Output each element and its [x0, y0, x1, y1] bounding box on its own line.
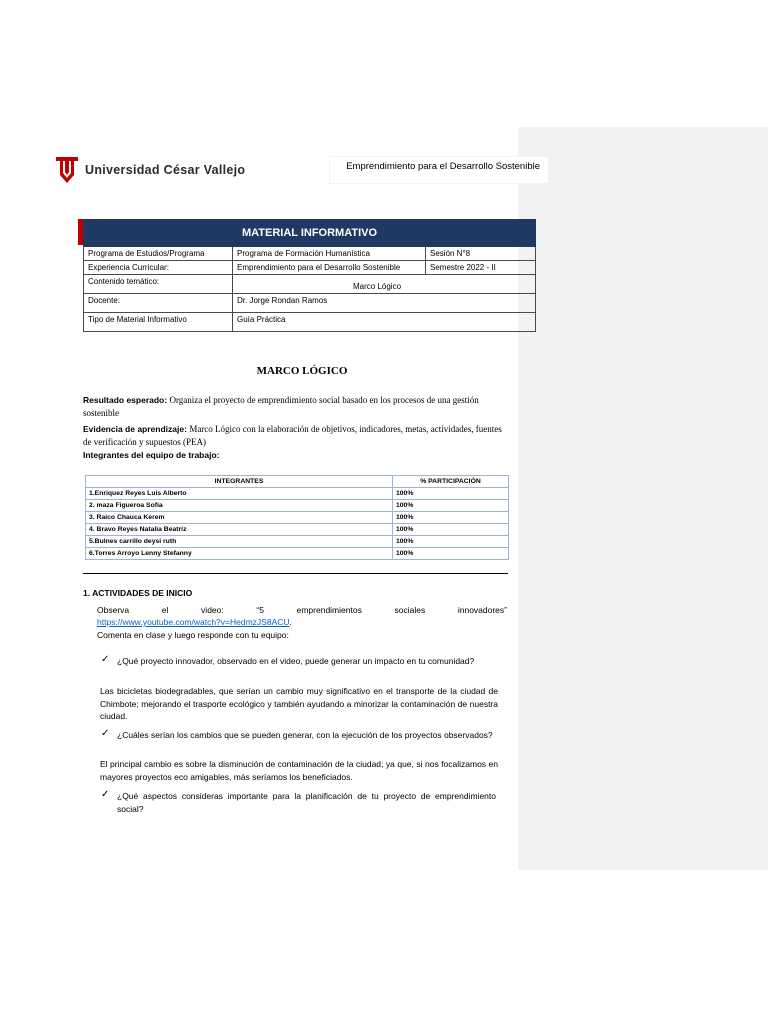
column-header: INTEGRANTES: [86, 476, 393, 488]
question-3: ¿Qué aspectos consideras importante para la planificación de tu proyecto de emprendimiento social?: [117, 791, 496, 814]
member-pct: 100%: [393, 524, 509, 536]
comment-margin-pane: [518, 127, 768, 870]
table-row: [86, 548, 509, 560]
row-label: Contenido temático:: [84, 275, 233, 294]
resultado-label: Resultado esperado:: [83, 395, 168, 405]
row-extra: Semestre 2022 - II: [426, 261, 536, 275]
course-title: Emprendimiento para el Desarrollo Sostenible: [346, 161, 540, 172]
info-table: [83, 219, 536, 332]
member-pct: 100%: [393, 536, 509, 548]
video-link-line: [97, 616, 292, 629]
table-row: [86, 512, 509, 524]
table-row: [86, 500, 509, 512]
ucv-emblem-icon: [55, 155, 79, 185]
row-label: Experiencia Curricular:: [84, 261, 233, 275]
resultado-paragraph: [83, 394, 508, 420]
member-pct: 100%: [393, 512, 509, 524]
checkmark-icon: ✓: [101, 654, 110, 665]
column-header: % PARTICIPACIÓN: [393, 476, 509, 488]
section-heading: 1. ACTIVIDADES DE INICIO: [83, 588, 193, 598]
row-value: Emprendimiento para el Desarrollo Sostenible: [233, 261, 426, 275]
table-row: [86, 536, 509, 548]
course-header: [330, 157, 548, 183]
member-name: 1.Enriquez Reyes Luis Alberto: [86, 488, 393, 500]
row-value: Dr. Jorge Rondan Ramos: [233, 294, 536, 313]
members-table: [85, 475, 509, 560]
table-row: [84, 261, 536, 275]
table-row: [84, 313, 536, 332]
table-row: [86, 524, 509, 536]
table-row: [84, 294, 536, 313]
member-pct: 100%: [393, 500, 509, 512]
banner-title: MATERIAL INFORMATIVO: [84, 220, 536, 247]
member-pct: 100%: [393, 548, 509, 560]
member-name: 4. Bravo Reyes Natalia Beatriz: [86, 524, 393, 536]
row-extra: Sesión N°8: [426, 247, 536, 261]
answer-1: Las bicicletas biodegradables, que serían un cambio muy significativo en el transporte de la ciudad de Chimbote; mejorando el trasporte ecológico y también ayudando a minorizar la contaminación de nuestra ciudad.: [100, 686, 498, 721]
row-value: Guía Práctica: [233, 313, 536, 332]
integrantes-label: Integrantes del equipo de trabajo:: [83, 450, 220, 460]
member-name: 6.Torres Arroyo Lenny Stefanny: [86, 548, 393, 560]
evidencia-paragraph: [83, 423, 508, 449]
member-name: 5.Bulnes carrillo deysi ruth: [86, 536, 393, 548]
question-1: ¿Qué proyecto innovador, observado en el video, puede generar un impacto en tu comunidad?: [117, 656, 475, 666]
table-row: [84, 247, 536, 261]
link-tail: .: [289, 617, 292, 627]
university-name: Universidad César Vallejo: [85, 163, 246, 177]
checkmark-icon: ✓: [101, 789, 110, 800]
resultado-text: Organiza el proyecto de emprendimiento social basado en los procesos de una gestión sostenible: [83, 395, 479, 418]
member-name: 3. Raico Chauca Kerem: [86, 512, 393, 524]
table-row: [86, 488, 509, 500]
member-name: 2. maza Figueroa Sofía: [86, 500, 393, 512]
university-logo: [55, 155, 245, 185]
member-pct: 100%: [393, 488, 509, 500]
horizontal-divider: [83, 573, 508, 574]
evidencia-text: Marco Lógico con la elaboración de objetivos, indicadores, metas, actividades, fuentes de verificación y supuestos (PEA): [83, 424, 502, 447]
evidencia-label: Evidencia de aprendizaje:: [83, 424, 187, 434]
question-2: ¿Cuáles serían los cambios que se pueden generar, con la ejecución de los proyectos observados?: [117, 730, 493, 740]
row-value: Marco Lógico: [233, 275, 536, 294]
video-link[interactable]: https://www.youtube.com/watch?v=HedmzJS8ACU: [97, 617, 290, 627]
table-row: [84, 275, 536, 294]
instruction-text: Comenta en clase y luego responde con tu equipo:: [97, 630, 289, 640]
row-label: Tipo de Material Informativo: [84, 313, 233, 332]
row-value: Programa de Formación Humanística: [233, 247, 426, 261]
video-line: Observa el video: “5 emprendimientos sociales innovadores”: [97, 605, 507, 615]
checkmark-icon: ✓: [101, 728, 110, 739]
row-label: Programa de Estudios/Programa: [84, 247, 233, 261]
integrantes-heading: [83, 449, 508, 462]
answer-2: El principal cambio es sobre la disminución de contaminación de la ciudad; ya que, si nos focalizamos en mayores proyectos eco amigables, más seríamos los beneficiados.: [100, 759, 498, 782]
document-title: MARCO LÓGICO: [256, 365, 348, 377]
row-label: Docente:: [84, 294, 233, 313]
